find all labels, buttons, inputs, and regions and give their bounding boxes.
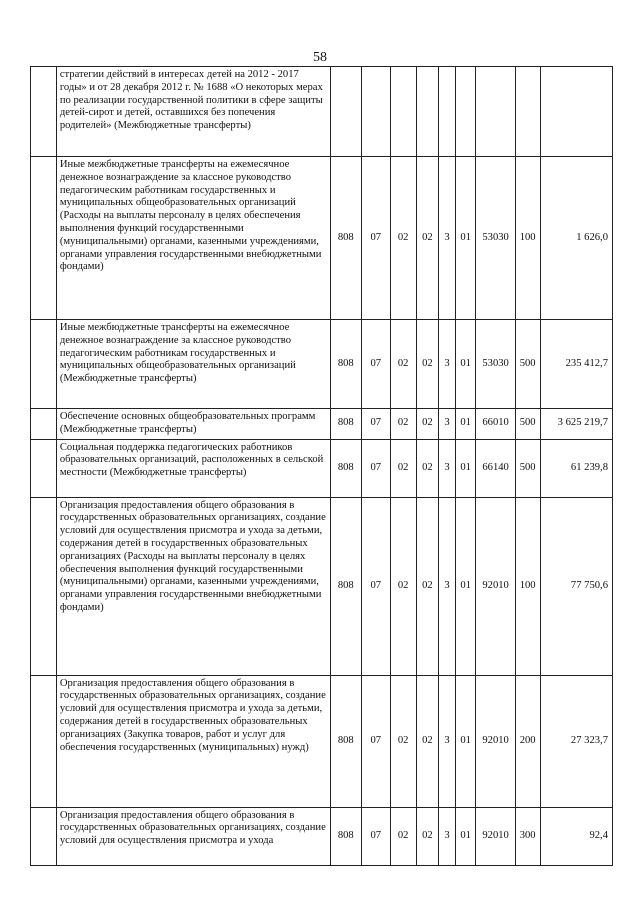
amount-cell: 235 412,7	[540, 320, 612, 409]
table-row	[31, 439, 613, 497]
code-cell-rz: 07	[361, 157, 390, 320]
code-cell-rz	[361, 67, 390, 157]
row-number-cell	[31, 807, 57, 865]
code-cell-c3: 01	[455, 497, 476, 675]
table-row	[31, 497, 613, 675]
code-cell-c2: 3	[439, 320, 456, 409]
code-cell-c3: 01	[455, 409, 476, 440]
code-cell-ved: 808	[330, 497, 361, 675]
table-row	[31, 675, 613, 807]
item-name-cell: стратегии действий в интересах детей на 2012 - 2017 годы» и от 28 декабря 2012 г. № 1688 «О некоторых мерах по реализации государственной политики в сфере защиты детей-сирот и детей, оставшихся без попечения родителей» (Межбюджетные трансферты)	[56, 67, 330, 157]
code-cell-c1: 02	[416, 675, 439, 807]
budget-table	[30, 66, 613, 866]
code-cell-c1: 02	[416, 157, 439, 320]
code-cell-ved: 808	[330, 439, 361, 497]
item-name-cell: Иные межбюджетные трансферты на ежемесячное денежное вознаграждение за классное руководство педагогическим работникам государственных и муниципальных общеобразовательных организаций (Расходы на выплаты персоналу в целях обеспечения выполнения функций государственными (муниципальными) органами, казенными учреждениями, органами управления государственными внебюджетными фондами)	[56, 157, 330, 320]
code-cell-c3: 01	[455, 320, 476, 409]
code-cell-pr	[390, 67, 416, 157]
code-cell-pr: 02	[390, 157, 416, 320]
code-cell-c4	[476, 67, 515, 157]
code-cell-ved: 808	[330, 157, 361, 320]
code-cell-c2: 3	[439, 675, 456, 807]
code-cell-rz: 07	[361, 439, 390, 497]
code-cell-pr: 02	[390, 675, 416, 807]
code-cell-ved: 808	[330, 807, 361, 865]
row-number-cell	[31, 675, 57, 807]
code-cell-pr: 02	[390, 497, 416, 675]
amount-cell: 27 323,7	[540, 675, 612, 807]
amount-cell: 1 626,0	[540, 157, 612, 320]
code-cell-vr: 100	[515, 497, 540, 675]
code-cell-vr: 100	[515, 157, 540, 320]
code-cell-vr: 300	[515, 807, 540, 865]
code-cell-rz: 07	[361, 409, 390, 440]
row-number-cell	[31, 409, 57, 440]
code-cell-c4: 66010	[476, 409, 515, 440]
amount-cell: 92,4	[540, 807, 612, 865]
code-cell-ved: 808	[330, 675, 361, 807]
row-number-cell	[31, 320, 57, 409]
amount-cell: 61 239,8	[540, 439, 612, 497]
table-row	[31, 67, 613, 157]
code-cell-rz: 07	[361, 320, 390, 409]
code-cell-c4: 92010	[476, 807, 515, 865]
table-row	[31, 409, 613, 440]
amount-cell: 3 625 219,7	[540, 409, 612, 440]
code-cell-vr: 500	[515, 320, 540, 409]
code-cell-c1: 02	[416, 320, 439, 409]
code-cell-c4: 53030	[476, 157, 515, 320]
code-cell-c2: 3	[439, 807, 456, 865]
code-cell-ved: 808	[330, 320, 361, 409]
code-cell-pr: 02	[390, 320, 416, 409]
row-number-cell	[31, 157, 57, 320]
table-row	[31, 807, 613, 865]
code-cell-pr: 02	[390, 409, 416, 440]
code-cell-c2: 3	[439, 439, 456, 497]
code-cell-rz: 07	[361, 497, 390, 675]
code-cell-vr: 500	[515, 439, 540, 497]
code-cell-c2: 3	[439, 497, 456, 675]
page-number: 58	[313, 50, 327, 65]
code-cell-c1: 02	[416, 409, 439, 440]
code-cell-c2: 3	[439, 409, 456, 440]
amount-cell: 77 750,6	[540, 497, 612, 675]
code-cell-c2	[439, 67, 456, 157]
code-cell-c2: 3	[439, 157, 456, 320]
amount-cell	[540, 67, 612, 157]
code-cell-c4: 92010	[476, 675, 515, 807]
code-cell-c3: 01	[455, 675, 476, 807]
table-row	[31, 157, 613, 320]
code-cell-c1: 02	[416, 439, 439, 497]
table-row	[31, 320, 613, 409]
code-cell-c4: 92010	[476, 497, 515, 675]
item-name-cell: Обеспечение основных общеобразовательных программ (Межбюджетные трансферты)	[56, 409, 330, 440]
code-cell-c4: 53030	[476, 320, 515, 409]
code-cell-c1: 02	[416, 497, 439, 675]
code-cell-c3	[455, 67, 476, 157]
row-number-cell	[31, 67, 57, 157]
item-name-cell: Социальная поддержка педагогических работников образовательных организаций, расположенных в сельской местности (Межбюджетные трансферты)	[56, 439, 330, 497]
code-cell-c3: 01	[455, 157, 476, 320]
code-cell-rz: 07	[361, 675, 390, 807]
code-cell-ved: 808	[330, 409, 361, 440]
code-cell-c3: 01	[455, 807, 476, 865]
item-name-cell: Организация предоставления общего образования в государственных образовательных организациях, создание условий для осуществления присмотра и ухода за детьми, содержания детей в государственных образовательных организациях (Закупка товаров, работ и услуг для обеспечения государственных (муниципальных) нужд)	[56, 675, 330, 807]
item-name-cell: Организация предоставления общего образования в государственных образовательных организациях, создание условий для осуществления присмотра и ухода за детьми, содержания детей в государственных образовательных организациях (Расходы на выплаты персоналу в целях обеспечения выполнения функций государственными (муниципальными) органами, казенными учреждениями, органами управления государственными внебюджетными фондами)	[56, 497, 330, 675]
code-cell-c3: 01	[455, 439, 476, 497]
code-cell-c4: 66140	[476, 439, 515, 497]
item-name-cell: Организация предоставления общего образования в государственных образовательных организациях, создание условий для осуществления присмотра и ухода	[56, 807, 330, 865]
code-cell-ved	[330, 67, 361, 157]
code-cell-rz: 07	[361, 807, 390, 865]
code-cell-pr: 02	[390, 807, 416, 865]
code-cell-c1: 02	[416, 807, 439, 865]
code-cell-vr	[515, 67, 540, 157]
row-number-cell	[31, 497, 57, 675]
item-name-cell: Иные межбюджетные трансферты на ежемесячное денежное вознаграждение за классное руководство педагогическим работникам государственных и муниципальных общеобразовательных организаций (Межбюджетные трансферты)	[56, 320, 330, 409]
code-cell-c1	[416, 67, 439, 157]
code-cell-vr: 200	[515, 675, 540, 807]
row-number-cell	[31, 439, 57, 497]
code-cell-pr: 02	[390, 439, 416, 497]
code-cell-vr: 500	[515, 409, 540, 440]
